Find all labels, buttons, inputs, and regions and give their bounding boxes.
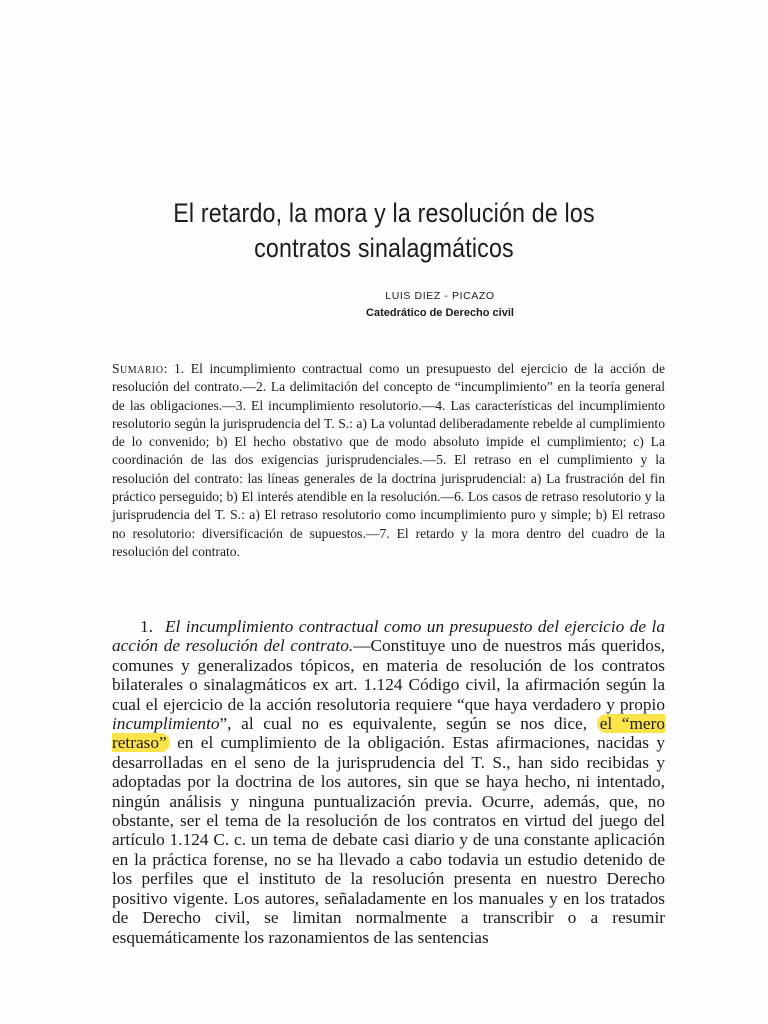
title-line-2: contratos sinalagmáticos <box>254 233 514 263</box>
author-affiliation: Catedrático de Derecho civil <box>366 307 514 319</box>
section-1-paragraph <box>112 617 665 947</box>
article-title <box>80 196 688 266</box>
highlighted-phrase: el “mero retraso” <box>112 714 665 753</box>
paragraph-text-3: en el cumplimiento de la obligación. Estas afirmaciones, nacidas y desarrolladas en el seno de la jurisprudencia del T. S., han sido recibidas y adoptadas por la doctrina de los autores, sin que se haya hecho, ni intentado, ningún análisis y ninguna puntualización previa. Ocurre, además, que, no obstante, ser el tema de la resolución de los contratos en virtud del juego del artículo 1.124 C. c. un tema de debate casi diario y de una constante aplicación en la práctica forense, no se ha llevado a cabo todavia un estudio detenido de los perfiles que el instituto de la resolución presenta en nuestro Derecho positivo vigente. Los autores, señaladamente en los manuales y en los tratados de Derecho civil, se limitan normalmente a transcribir o a resumir esquemáticamente los razonamientos de las sentencias <box>112 733 665 947</box>
section-number: 1. <box>140 617 153 636</box>
emphasis-incumplimiento: incumplimiento <box>112 714 220 734</box>
author-name: LUIS DIEZ - PICAZO <box>385 290 495 302</box>
paragraph-text-2: ”, al cual no es equivalente, según se nos dice, <box>219 714 597 734</box>
summary-text: : 1. El incumplimiento contractual como un presupuesto del ejercicio de la acción de resolución del contrato.—2. La delimitación del concepto de “incumplimiento” en la teoría general de las obligaciones.—3. El incumplimiento resolutorio.—4. Las características del incumplimiento resolutorio según la jurisprudencia del T. S.: a) La voluntad deliberadamente rebelde al cumplimiento de lo convenido; b) El hecho obstativo que de modo absoluto impide el cumplimiento; c) La coordinación de las dos exigencias jurisprudenciales.—5. El retraso en el cumplimiento y la resolución del contrato: las líneas generales de la doctrina jurisprudencial: a) La frustración del fin práctico perseguido; b) El interés atendible en la resolución.—6. Los casos de retraso resolutorio y la jurisprudencia del T. S.: a) El retraso resolutorio como incumplimiento puro y simple; b) El retraso no resolutorio: diversificación de supuestos.—7. El retardo y la mora dentro del cuadro de la resolución del contrato. <box>112 361 665 559</box>
summary-lead: Sumario <box>112 361 164 376</box>
paragraph-text-1: —Constituye uno de nuestros más queridos, comunes y generalizados tópicos, en materia de resolución de los contratos bilaterales o sinalagmáticos ex art. 1.124 Código civil, la afirmación según la cual el ejercicio de la acción resolutoria requiere “que haya verdadero y propio <box>112 636 665 714</box>
title-line-1: El retardo, la mora y la resolución de los <box>173 198 595 228</box>
summary-block <box>112 360 665 561</box>
section-heading: El incumplimiento contractual como un presupuesto del ejercicio de la acción de resolución del contrato. <box>112 617 665 656</box>
